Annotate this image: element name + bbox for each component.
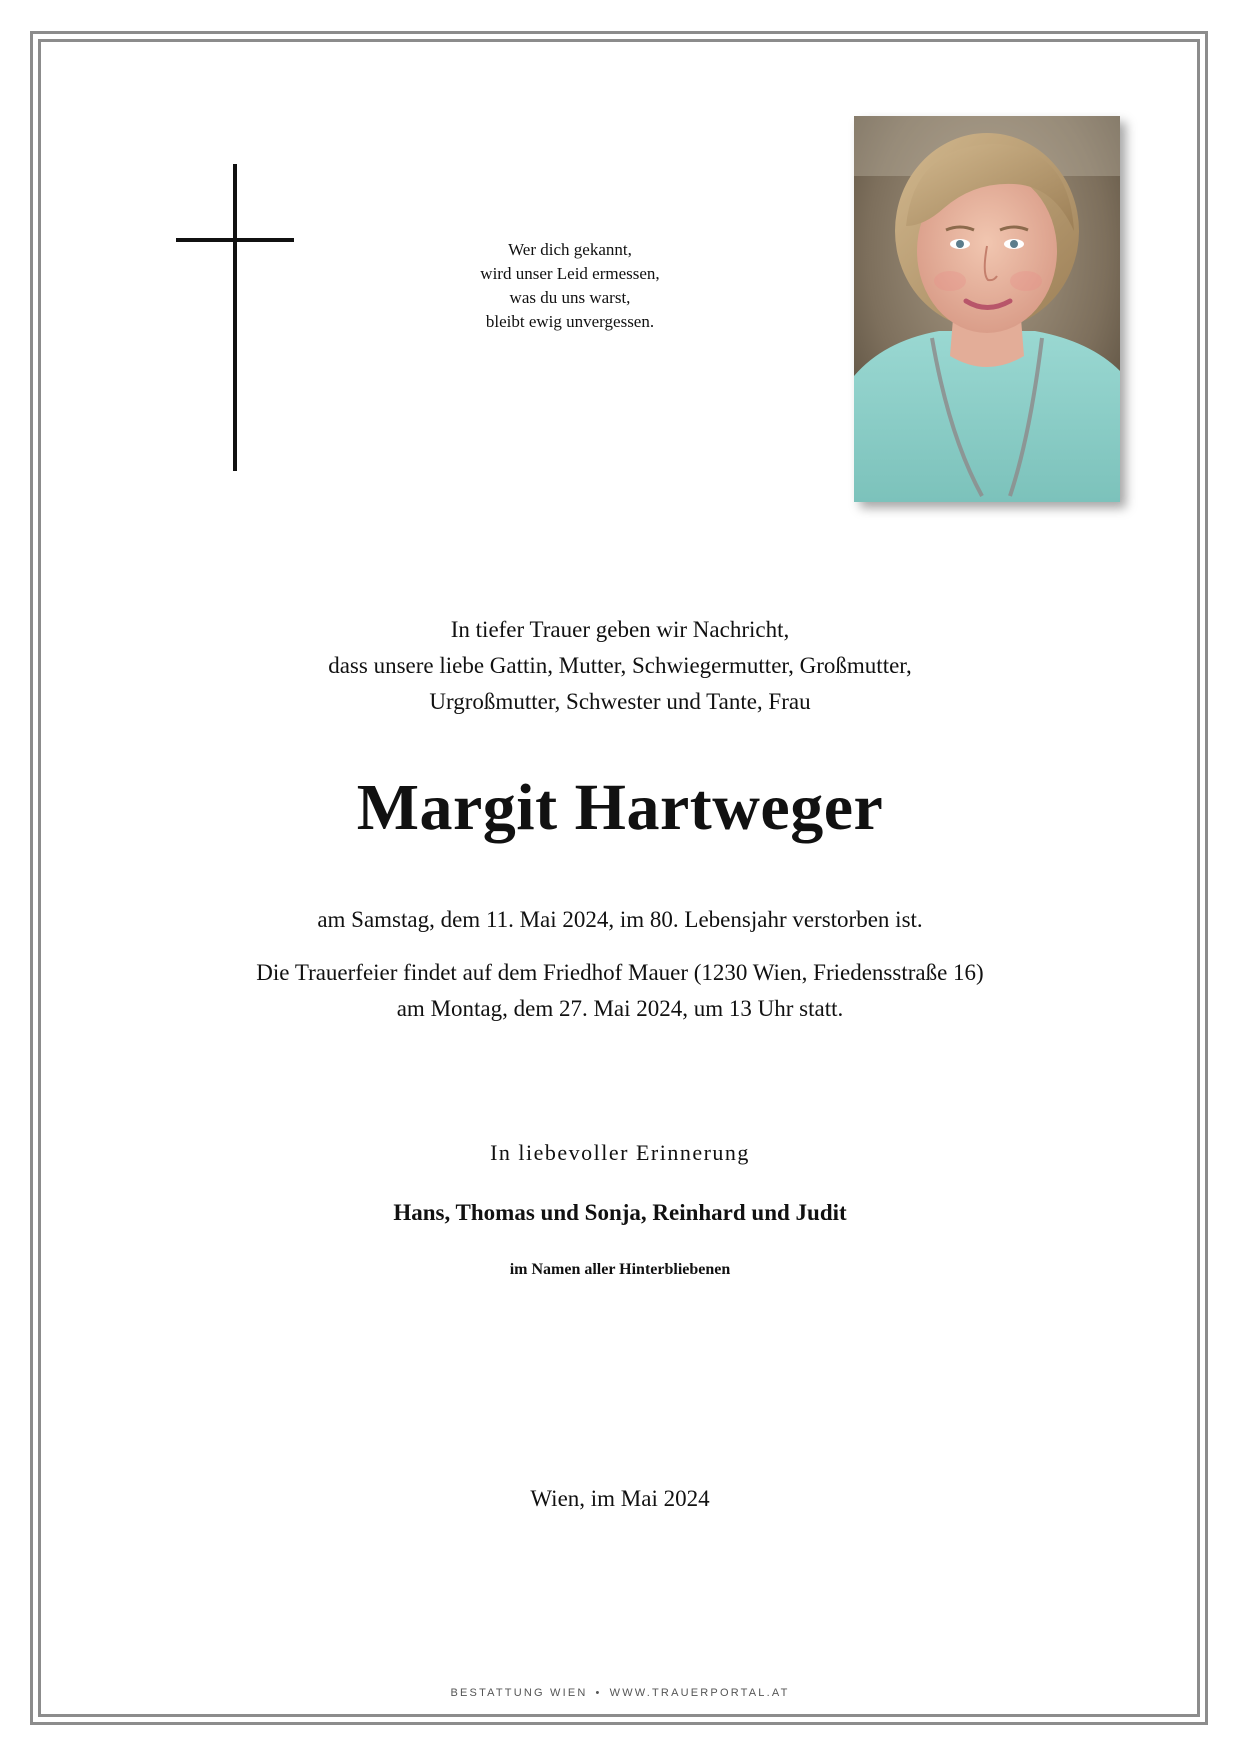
footer bbox=[140, 1685, 1100, 1701]
footer-separator: • bbox=[595, 1687, 602, 1699]
cross-horizontal-bar bbox=[176, 238, 294, 242]
verse-line: Wer dich gekannt, bbox=[508, 240, 632, 259]
verse-line: was du uns warst, bbox=[509, 288, 631, 307]
announcement-line: dass unsere liebe Gattin, Mutter, Schwiegermutter, Großmutter, bbox=[328, 653, 912, 678]
footer-company: BESTATTUNG WIEN bbox=[450, 1687, 588, 1699]
announcement-line: Urgroßmutter, Schwester und Tante, Frau bbox=[429, 689, 811, 714]
death-notice: am Samstag, dem 11. Mai 2024, im 80. Lebensjahr verstorben ist. bbox=[317, 907, 923, 932]
ceremony-details bbox=[140, 955, 1100, 1027]
verse-line: wird unser Leid ermessen, bbox=[480, 264, 660, 283]
place-date: Wien, im Mai 2024 bbox=[530, 1486, 710, 1511]
remembrance-heading: In liebevoller Erinnerung bbox=[490, 1140, 750, 1165]
ceremony-line: am Montag, dem 27. Mai 2024, um 13 Uhr statt. bbox=[396, 996, 844, 1021]
ceremony-line: Die Trauerfeier findet auf dem Friedhof Mauer (1230 Wien, Friedensstraße 16) bbox=[256, 960, 984, 985]
family-names: Hans, Thomas und Sonja, Reinhard und Judit bbox=[393, 1200, 847, 1225]
footer-website-link[interactable]: WWW.TRAUERPORTAL.AT bbox=[609, 1687, 790, 1699]
announcement-text bbox=[140, 612, 1100, 720]
cross-vertical-bar bbox=[233, 164, 237, 471]
portrait-illustration bbox=[854, 116, 1120, 502]
deceased-name: Margit Hartweger bbox=[356, 771, 884, 844]
verse-line: bleibt ewig unvergessen. bbox=[485, 312, 655, 331]
memorial-verse bbox=[400, 238, 740, 334]
portrait-photo bbox=[854, 116, 1120, 502]
behalf-note: im Namen aller Hinterbliebenen bbox=[509, 1261, 731, 1278]
announcement-line: In tiefer Trauer geben wir Nachricht, bbox=[450, 617, 790, 642]
